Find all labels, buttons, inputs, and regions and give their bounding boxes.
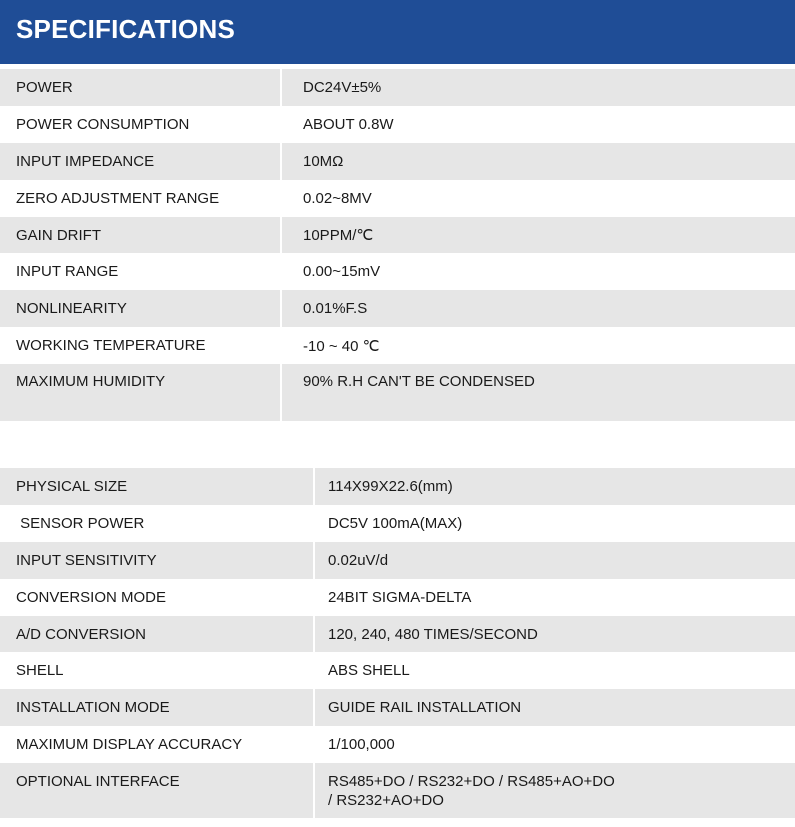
spec-value (328, 763, 615, 810)
table-row (0, 327, 795, 364)
column-divider (313, 616, 315, 653)
table-row (0, 468, 795, 505)
page-header (0, 0, 795, 64)
spec-value: 120, 240, 480 TIMES/SECOND (328, 625, 538, 643)
spec-value: 0.00~15mV (303, 263, 381, 281)
table-row (0, 616, 795, 653)
table-row (0, 579, 795, 616)
column-divider (280, 217, 282, 254)
column-divider (280, 364, 282, 421)
spec-value: 114X99X22.6(mm) (328, 477, 453, 495)
spec-value-line: RS485+DO / RS232+DO / RS485+AO+DO (328, 773, 615, 791)
table-row (0, 69, 795, 106)
spec-label: ZERO ADJUSTMENT RANGE (16, 189, 220, 207)
column-divider (313, 689, 315, 726)
spec-label: SHELL (16, 662, 64, 680)
spec-label: MAXIMUM DISPLAY ACCURACY (16, 736, 243, 754)
column-divider (313, 763, 315, 818)
spec-value: 0.02uV/d (328, 551, 389, 569)
spec-value: DC24V±5% (303, 78, 382, 96)
spec-value: 10MΩ (303, 152, 344, 170)
spec-label: GAIN DRIFT (16, 226, 101, 244)
spec-value: -10 ~ 40 ℃ (303, 337, 380, 355)
spec-value: ABS SHELL (328, 662, 410, 680)
spec-label: INPUT IMPEDANCE (16, 152, 155, 170)
spec-value: 0.01%F.S (303, 300, 368, 318)
table-row (0, 763, 795, 818)
table-row (0, 542, 795, 579)
spec-label: CONVERSION MODE (16, 588, 167, 606)
spec-label: PHYSICAL SIZE (16, 477, 128, 495)
spec-value: GUIDE RAIL INSTALLATION (328, 699, 522, 717)
spec-label: MAXIMUM HUMIDITY (16, 373, 166, 391)
table-row (0, 726, 795, 763)
table-row (0, 652, 795, 689)
spec-value: 24BIT SIGMA-DELTA (328, 588, 472, 606)
spec-label: WORKING TEMPERATURE (16, 337, 206, 355)
column-divider (280, 290, 282, 327)
spec-value: ABOUT 0.8W (303, 115, 394, 133)
spec-value-line: / RS232+AO+DO (328, 792, 444, 810)
spec-value: 1/100,000 (328, 736, 395, 754)
column-divider (280, 143, 282, 180)
column-divider (280, 69, 282, 106)
table-row (0, 143, 795, 180)
specs-table-physical (0, 468, 795, 818)
table-row (0, 689, 795, 726)
spec-label: POWER (16, 78, 73, 96)
spec-value: DC5V 100mA(MAX) (328, 514, 463, 532)
spec-label: INPUT RANGE (16, 263, 119, 281)
column-divider (313, 468, 315, 505)
table-row (0, 364, 795, 421)
spec-value: 0.02~8MV (303, 189, 372, 207)
table-row (0, 253, 795, 290)
column-divider (313, 542, 315, 579)
spec-label: SENSOR POWER (16, 514, 145, 532)
spec-label: POWER CONSUMPTION (16, 115, 190, 133)
spec-label: OPTIONAL INTERFACE (16, 773, 180, 791)
table-row (0, 290, 795, 327)
page-title: SPECIFICATIONS (16, 14, 236, 44)
table-row (0, 180, 795, 217)
spec-label: NONLINEARITY (16, 300, 127, 318)
table-row (0, 106, 795, 143)
specs-table-electrical (0, 69, 795, 421)
spec-value: 10PPM/℃ (303, 227, 374, 244)
table-row (0, 505, 795, 542)
spec-label: INSTALLATION MODE (16, 699, 170, 717)
table-row (0, 217, 795, 254)
spec-label: A/D CONVERSION (16, 625, 147, 643)
spec-label: INPUT SENSITIVITY (16, 551, 157, 569)
spec-value: 90% R.H CAN'T BE CONDENSED (303, 373, 535, 391)
